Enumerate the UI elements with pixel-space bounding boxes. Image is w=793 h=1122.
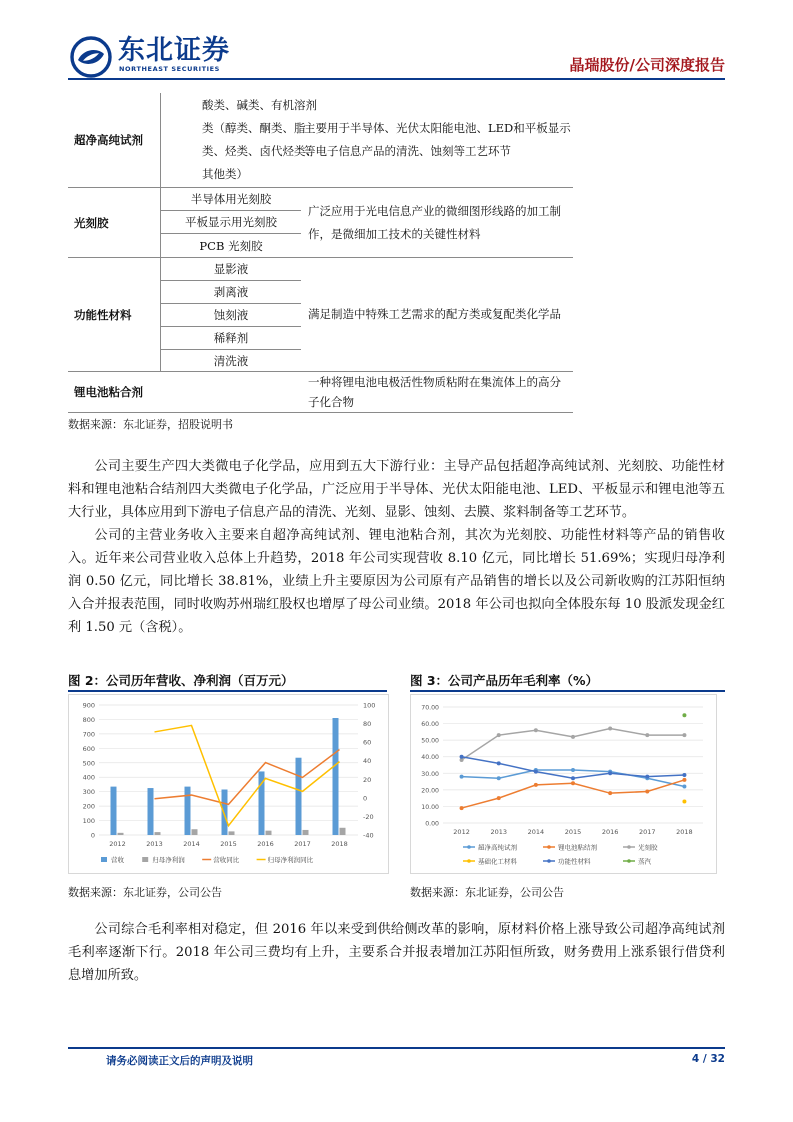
legend-label: 营收 [111, 856, 124, 864]
y2-tick-label: 0 [363, 794, 368, 803]
y2-tick-label: 80 [363, 720, 372, 729]
body-text-1: 公司主要生产四大类微电子化学品，应用到五大下游行业：主导产品包括超净高纯试剂、光刻胶、功能性材料和锂电池粘合结剂四大类微电子化学品，广泛应用于半导体、光伏太阳能电池、LED、平板显示和锂电池等五大行业，具体应用到下游电子信息产品的清洗、光刻、显影、蚀刻、去膜、浆料制备等工艺环节。 公司的主营业务收入主要来自超净高纯试剂、锂电池粘合剂，其次为光刻胶、功能性材料等产品的销售收入。近年来公司营业收入总体上升趋势，2018 年公司实现营收 8.10 亿元，同比增长 51.69%；实现归母净利润 0.50 亿元，同比增长 38.81%，业绩上升主要原因为公司原有产品销售的增长以及公司新收购的江苏阳恒纳入合并报表范围，同时收购苏州瑞红股权也增厚了母公司业绩。2018 年公司也拟向全体股东每 10 股派发现金红利 1.50 元（含税）。 [68, 459, 725, 635]
line-series-4 [462, 757, 685, 779]
product-item: 蚀刻液 [161, 304, 301, 327]
bar-net-profit [155, 832, 161, 835]
legend-label: 归母净利润同比 [267, 856, 314, 864]
bar-net-profit [229, 831, 235, 835]
category-cell: 超净高纯试剂 [74, 133, 143, 147]
product-item: 清洗液 [213, 354, 249, 368]
products-cell [160, 258, 301, 371]
bar-net-profit [340, 828, 346, 835]
line-series-2 [462, 729, 685, 760]
y-tick-label: 900 [82, 701, 95, 710]
legend-marker [547, 845, 551, 849]
y2-tick-label: 100 [363, 701, 376, 710]
data-point [682, 713, 686, 717]
description-cell: 满足制造中特殊工艺需求的配方类或复配类化学品 [308, 307, 561, 321]
products-cell [160, 188, 301, 257]
x-tick-label: 2012 [109, 840, 126, 848]
fig2-source: 数据来源：东北证券，公司公告 [68, 886, 222, 899]
description-cell: 广泛应用于光电信息产业的微细图形线路的加工制作，是微细加工技术的关键性材料 [308, 203, 561, 241]
product-item: 平板显示用光刻胶 [161, 211, 301, 234]
bar-revenue [111, 787, 117, 835]
legend-marker [547, 859, 551, 863]
document-title: 晶瑞股份/公司深度报告 [569, 56, 725, 74]
legend-label: 锂电池粘结剂 [558, 843, 597, 852]
y-tick-label: 100 [82, 817, 95, 826]
y-tick-label: 0.00 [425, 820, 439, 828]
table-row [68, 93, 573, 188]
x-tick-label: 2016 [257, 840, 274, 848]
description-cell: 一种将锂电池电极活性物质粘附在集流体上的高分子化合物 [308, 375, 561, 409]
x-tick-label: 2017 [639, 828, 656, 836]
body-text-2: 公司综合毛利率相对稳定，但 2016 年以来受到供给侧改革的影响，原材料价格上涨导致公司超净高纯试剂毛利率逐渐下行。2018 年公司三费均有上升，主要系合并报表增加江苏阳恒所致，财务费用上涨系银行借贷利息增加所致。 [68, 922, 725, 983]
x-tick-label: 2012 [453, 828, 470, 836]
data-point [682, 799, 686, 803]
product-item: 半导体用光刻胶 [161, 188, 301, 211]
description-cell: 主要用于半导体、光伏太阳能电池、LED和平板显示等电子信息产品的清洗、蚀刻等工艺环节 [304, 121, 571, 158]
bar-revenue [296, 758, 302, 835]
table-row [68, 188, 573, 258]
legend-marker [627, 845, 631, 849]
legend-marker [467, 845, 471, 849]
x-tick-label: 2018 [676, 828, 693, 836]
y-tick-label: 800 [82, 715, 95, 724]
bar-revenue [333, 718, 339, 835]
y2-tick-label: -20 [363, 812, 374, 821]
table-row [68, 372, 573, 413]
y2-tick-label: 60 [363, 738, 372, 747]
table-source: 数据来源：东北证券，招股说明书 [68, 418, 233, 431]
y2-tick-label: -40 [363, 831, 374, 840]
gross-margin-chart [410, 694, 717, 874]
legend-label: 基础化工材料 [478, 857, 517, 866]
y-tick-label: 400 [82, 773, 95, 782]
y-tick-label: 300 [82, 788, 95, 797]
legend-label: 蒸汽 [638, 857, 651, 866]
legend-label: 营收同比 [213, 856, 240, 864]
x-tick-label: 2015 [220, 840, 237, 848]
y-tick-label: 60.00 [421, 721, 439, 729]
y-tick-label: 30.00 [421, 770, 439, 778]
x-tick-label: 2017 [294, 840, 311, 848]
y-tick-label: 70.00 [421, 704, 439, 712]
category-cell: 锂电池粘合剂 [74, 385, 143, 399]
category-cell: 功能性材料 [74, 307, 132, 322]
bar-revenue [185, 787, 191, 835]
category-cell: 光刻胶 [74, 215, 109, 230]
x-tick-label: 2014 [183, 840, 200, 848]
bar-revenue [222, 790, 228, 836]
y2-tick-label: 40 [363, 757, 372, 766]
y-tick-label: 700 [82, 730, 95, 739]
bar-revenue [148, 788, 154, 835]
logo-text-en: NORTHEAST SECURITIES [119, 65, 220, 73]
fig3-rule [410, 690, 725, 692]
fig2-rule [68, 690, 387, 692]
legend-marker [467, 859, 471, 863]
legend-label: 功能性材料 [558, 857, 591, 866]
bar-net-profit [266, 831, 272, 835]
x-tick-label: 2018 [331, 840, 348, 848]
y-tick-label: 40.00 [421, 754, 439, 762]
legend-swatch [142, 857, 148, 862]
fig3-source: 数据来源：东北证券，公司公告 [410, 886, 564, 899]
footer-notice: 请务必阅读正文后的声明及说明 [106, 1055, 253, 1067]
y-tick-label: 600 [82, 744, 95, 753]
product-table [68, 93, 573, 413]
table-row [68, 258, 573, 372]
bar-net-profit [192, 829, 198, 835]
y-tick-label: 10.00 [421, 803, 439, 811]
y-tick-label: 200 [82, 802, 95, 811]
bar-net-profit [118, 833, 124, 835]
product-item: 显影液 [161, 258, 301, 281]
logo-mark-icon [70, 36, 112, 78]
y-tick-label: 0 [90, 831, 95, 840]
x-tick-label: 2016 [601, 828, 619, 836]
legend-marker [627, 859, 631, 863]
fig2-title: 图 2：公司历年营收、净利润（百万元） [68, 673, 294, 688]
product-item: 酸类、碱类、有机溶剂类（醇类、酮类、脂类、烃类、卤代烃类、其他类） [202, 98, 317, 181]
revenue-profit-chart [68, 694, 389, 874]
x-tick-label: 2013 [490, 828, 507, 836]
line-series-1 [155, 725, 340, 825]
header-rule [68, 78, 725, 80]
x-tick-label: 2015 [564, 828, 582, 836]
y-tick-label: 20.00 [421, 787, 439, 795]
y-tick-label: 500 [82, 759, 95, 768]
product-item: PCB 光刻胶 [199, 238, 263, 253]
y2-tick-label: 20 [363, 775, 372, 784]
page-number: 4 / 32 [691, 1053, 725, 1065]
product-item: 剥离液 [161, 281, 301, 304]
x-tick-label: 2013 [146, 840, 163, 848]
legend-label: 光刻胶 [638, 843, 658, 852]
logo-text-cn: 东北证券 [118, 35, 230, 66]
bar-net-profit [303, 830, 309, 835]
product-item: 稀释剂 [161, 327, 301, 350]
footer-rule [68, 1047, 725, 1049]
y-tick-label: 50.00 [421, 737, 439, 745]
x-tick-label: 2014 [527, 828, 545, 836]
legend-swatch [101, 857, 107, 862]
legend-label: 超净高纯试剂 [478, 843, 517, 852]
legend-label: 归母净利润 [152, 856, 185, 864]
fig3-title: 图 3：公司产品历年毛利率（%） [410, 673, 599, 688]
